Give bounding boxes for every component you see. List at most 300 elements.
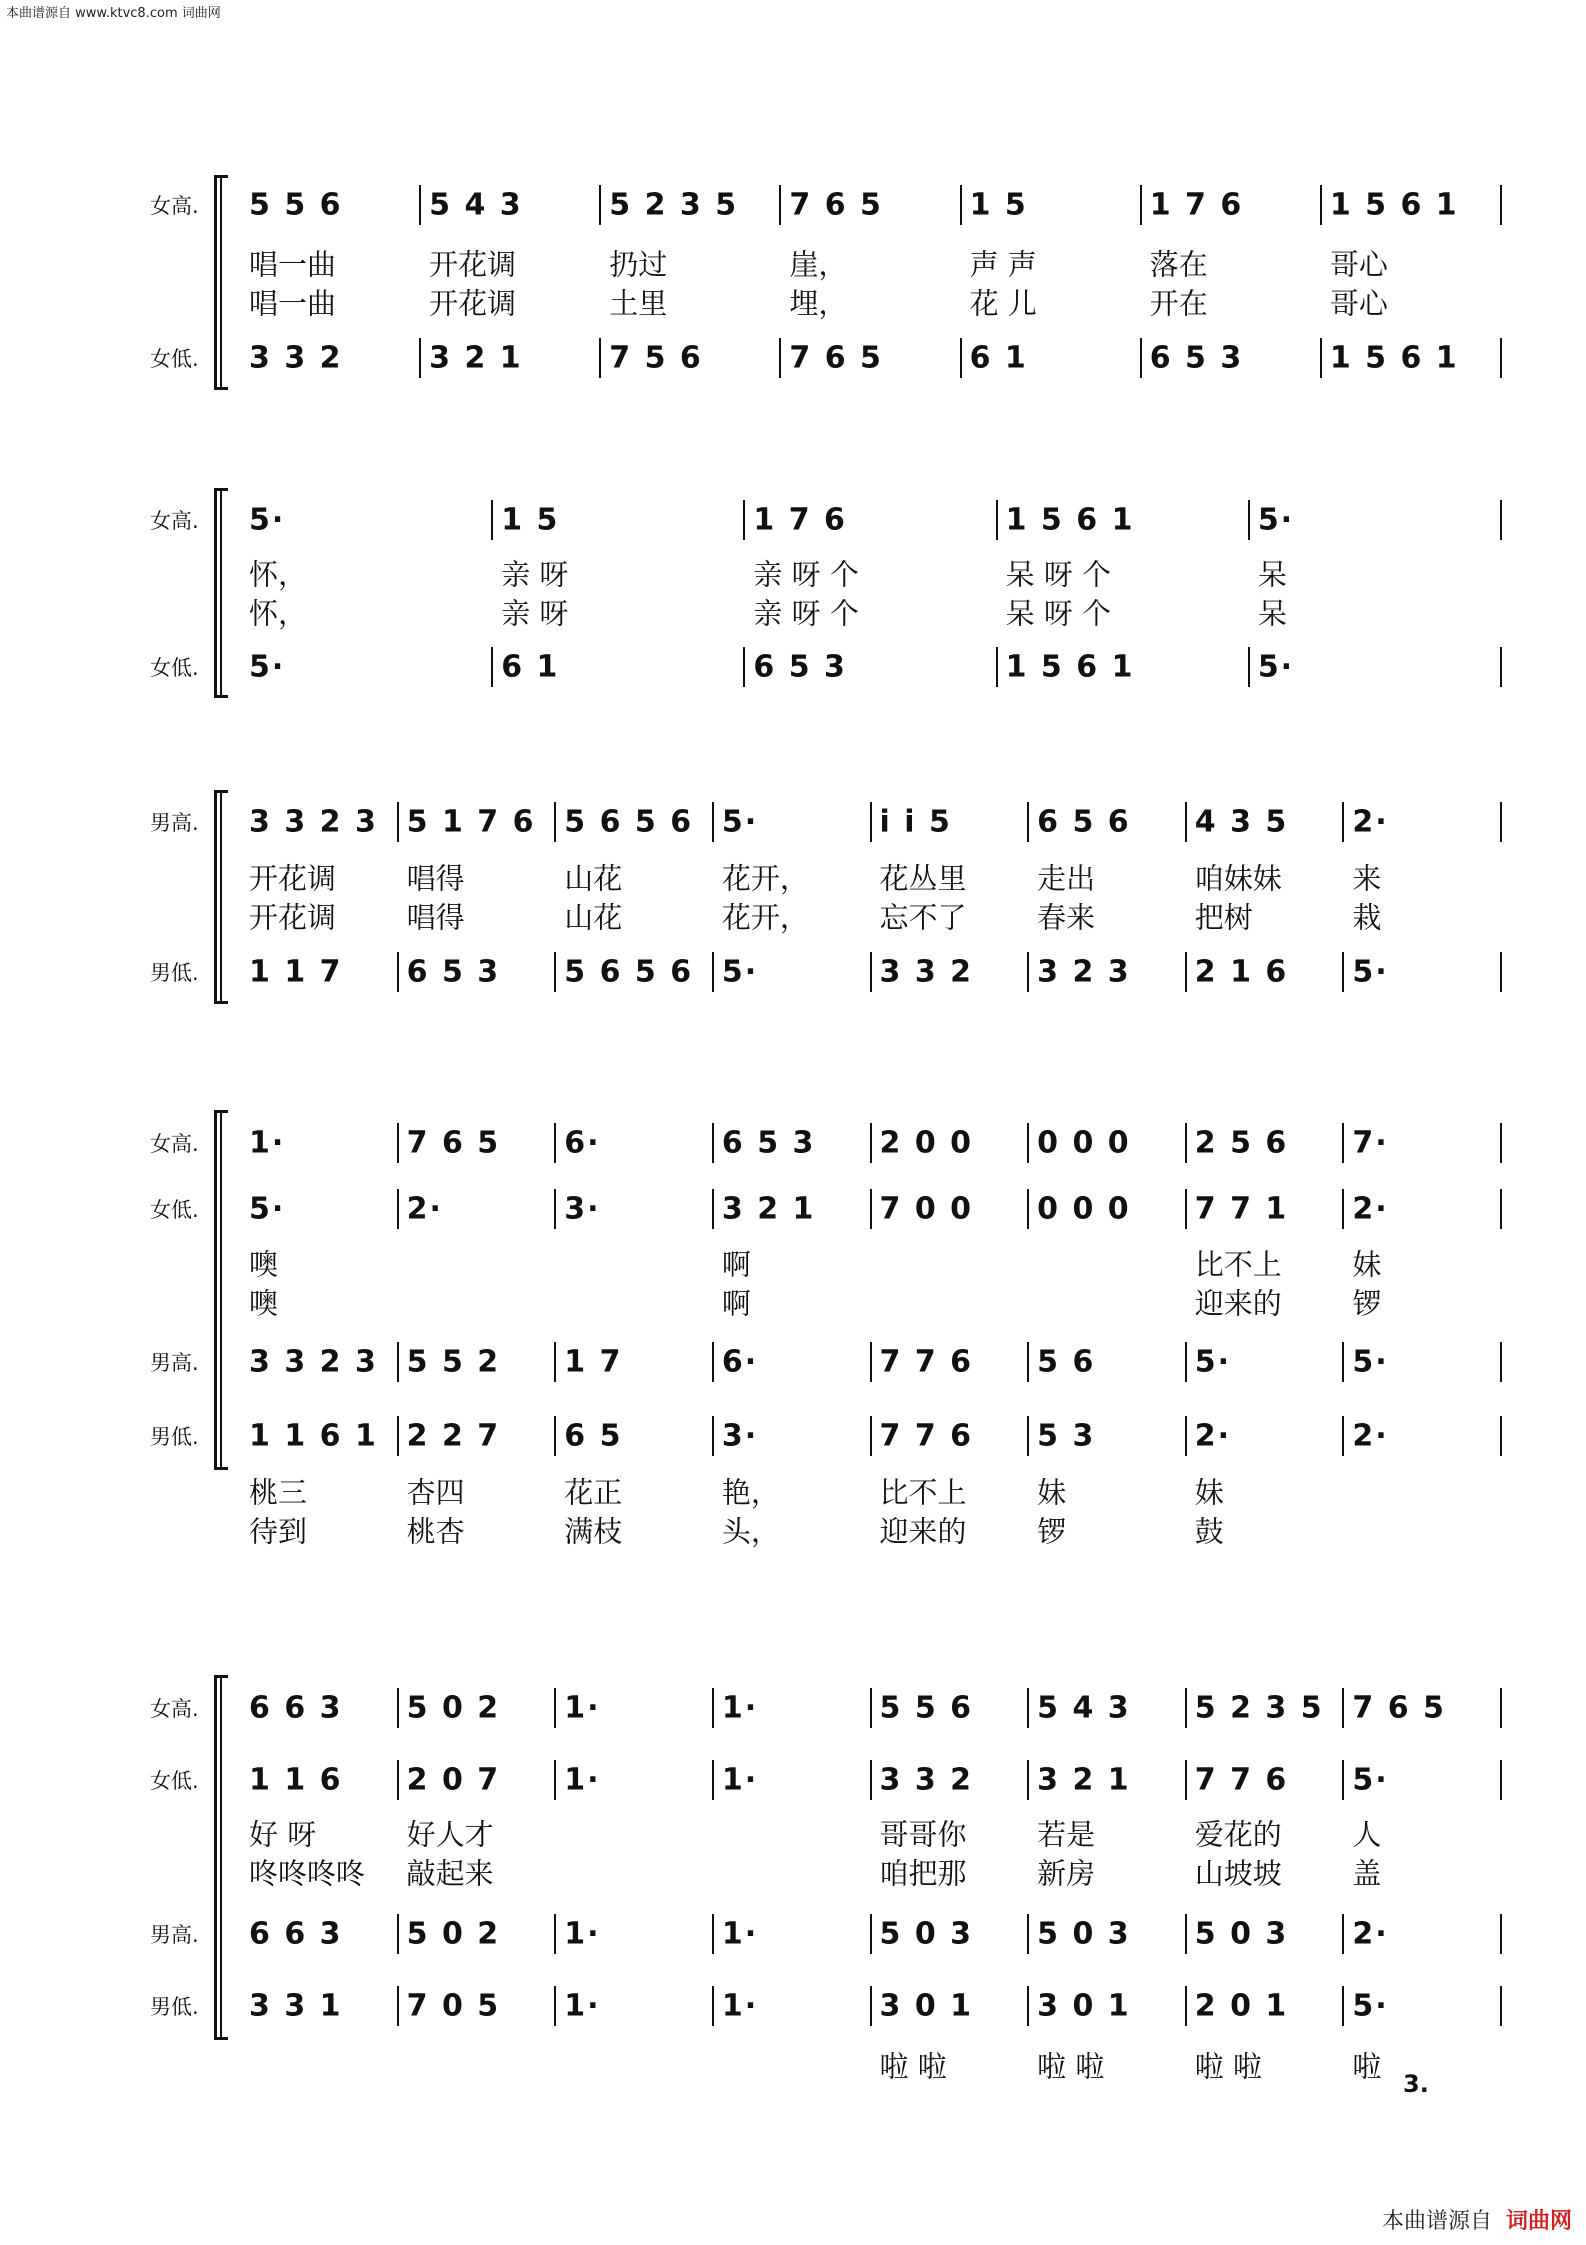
- measure: 3 3 2: [879, 954, 974, 990]
- lyric-measure: 栽: [1352, 900, 1382, 935]
- barline: [1027, 1914, 1029, 1954]
- measure: 6 5 3: [721, 1125, 816, 1161]
- barline: [1140, 185, 1142, 225]
- lyric-measure: 春来: [1037, 900, 1096, 935]
- measure: 5 0 3: [879, 1916, 974, 1952]
- lyric-measure: 怀，: [249, 596, 308, 631]
- measure: 1·: [249, 1125, 286, 1161]
- measure: 7 7 6: [879, 1344, 974, 1380]
- lyric-measure: 好 呀: [249, 1817, 317, 1852]
- barline: [1027, 952, 1029, 992]
- measure: 1·: [564, 1988, 601, 2024]
- barline: [779, 338, 781, 378]
- lyric-measure: 呆 呀 个: [1005, 596, 1112, 631]
- system-bracket: [214, 790, 228, 1004]
- barline: [712, 1416, 714, 1456]
- barline: [397, 1123, 399, 1163]
- measure: 3·: [564, 1191, 601, 1227]
- barline: [712, 952, 714, 992]
- lyric-measure: 花开，: [721, 900, 809, 935]
- measure: 5·: [249, 1191, 286, 1227]
- source-header[interactable]: 本曲谱源自 www.ktvc8.com 词曲网: [6, 6, 221, 21]
- lyric-measure: 啊: [721, 1247, 751, 1282]
- measure: 5·: [721, 804, 759, 840]
- barline: [1320, 185, 1322, 225]
- barline: [712, 1688, 714, 1728]
- barline: [397, 952, 399, 992]
- lyric-measure: 把树: [1194, 900, 1253, 935]
- barline: [712, 1189, 714, 1229]
- note-line: [245, 1126, 1506, 1161]
- lyric-measure: 杏四: [406, 1475, 465, 1510]
- measure: 5·: [1257, 649, 1295, 685]
- lyric-measure: 山坡坡: [1194, 1856, 1282, 1891]
- measure: 5 2 3 5: [1194, 1690, 1324, 1726]
- measure: 6 6 3: [249, 1690, 343, 1726]
- lyric-measure: 哥心: [1329, 247, 1388, 282]
- barline: [960, 338, 962, 378]
- measure: 7 6 5: [789, 187, 883, 223]
- measure: 1·: [721, 1988, 759, 2024]
- voice-label: 女低.: [150, 656, 199, 680]
- lyric-measure: 比不上: [879, 1475, 967, 1510]
- voice-label: 男高.: [150, 811, 199, 835]
- barline: [712, 802, 714, 842]
- system-bracket: [214, 1110, 228, 1470]
- barline: [554, 1342, 556, 1382]
- barline: [996, 647, 998, 687]
- barline: [743, 500, 745, 540]
- barline: [996, 500, 998, 540]
- lyric-measure: 桃杏: [406, 1514, 465, 1549]
- lyric-line: [245, 1471, 1506, 1512]
- measure: 5·: [1257, 502, 1295, 538]
- lyric-measure: 啦: [1352, 2049, 1382, 2084]
- barline: [1342, 1760, 1344, 1800]
- lyric-measure: 噢: [249, 1247, 279, 1282]
- barline: [1342, 1986, 1344, 2026]
- lyric-measure: 怀，: [249, 557, 308, 592]
- barline: [960, 185, 962, 225]
- measure: 3 2 1: [721, 1191, 816, 1227]
- barline: [419, 185, 421, 225]
- lyric-measure: 迎来的: [879, 1514, 967, 1549]
- measure: 6·: [721, 1344, 759, 1380]
- measure: 3 3 2 3: [249, 804, 378, 840]
- barline: [1342, 1416, 1344, 1456]
- barline: [870, 1914, 872, 1954]
- lyric-measure: 哥哥你: [879, 1817, 967, 1852]
- measure: 5 1 7 6: [406, 804, 536, 840]
- measure: 5 6 5 6: [564, 804, 694, 840]
- barline: [554, 802, 556, 842]
- lyric-measure: 埋，: [789, 286, 848, 321]
- measure: 1 5: [501, 502, 560, 538]
- measure: 6 1: [501, 649, 560, 685]
- lyric-measure: 爱花的: [1194, 1817, 1282, 1852]
- barline: [1500, 647, 1502, 687]
- barline: [397, 1688, 399, 1728]
- measure: 3 2 1: [429, 340, 523, 376]
- lyric-line: [245, 553, 1506, 594]
- measure: 4 3 5: [1194, 804, 1289, 840]
- measure: 1·: [721, 1690, 759, 1726]
- measure: 5 2 3 5: [609, 187, 739, 223]
- lyric-measure: 花 儿: [969, 286, 1037, 321]
- measure: 7 0 0: [879, 1191, 974, 1227]
- measure: 3 3 1: [249, 1988, 343, 2024]
- lyric-measure: 头，: [721, 1514, 780, 1549]
- measure: 5 6: [1037, 1344, 1096, 1380]
- system-bracket: [214, 175, 228, 390]
- measure: 6 5: [564, 1418, 623, 1454]
- barline: [743, 647, 745, 687]
- barline: [1500, 1688, 1502, 1728]
- lyric-measure: 咱把那: [879, 1856, 967, 1891]
- lyric-measure: 桃三: [249, 1475, 308, 1510]
- barline: [870, 1688, 872, 1728]
- measure: 1 5 6 1: [1329, 187, 1459, 223]
- measure: 1 7: [564, 1344, 623, 1380]
- measure: 5 0 3: [1037, 1916, 1131, 1952]
- barline: [712, 1914, 714, 1954]
- measure: 3 2 3: [1037, 954, 1131, 990]
- voice-label: 女高.: [150, 509, 199, 533]
- measure: 2·: [1352, 1418, 1389, 1454]
- barline: [1027, 1688, 1029, 1728]
- lyric-measure: 唱得: [406, 900, 465, 935]
- lyric-measure: 啦 啦: [1037, 2049, 1105, 2084]
- lyric-line: [245, 896, 1506, 937]
- barline: [554, 952, 556, 992]
- measure: 2·: [406, 1191, 443, 1227]
- lyric-line: [245, 857, 1506, 898]
- measure: 6 1: [969, 340, 1028, 376]
- lyric-line: [245, 1282, 1506, 1323]
- measure: 6 6 3: [249, 1916, 343, 1952]
- note-line: [245, 1419, 1506, 1454]
- barline: [1320, 338, 1322, 378]
- lyric-line: [245, 2045, 1506, 2086]
- barline: [1185, 1986, 1187, 2026]
- note-line: [245, 188, 1506, 223]
- measure: 7 6 5: [406, 1125, 501, 1161]
- footer-source: 本曲谱源自: [1381, 2209, 1492, 2234]
- barline: [1500, 1760, 1502, 1800]
- barline: [1500, 802, 1502, 842]
- barline: [1027, 1189, 1029, 1229]
- lyric-line: [245, 1852, 1506, 1893]
- note-line: [245, 1763, 1506, 1798]
- lyric-measure: 唱一曲: [249, 247, 337, 282]
- lyric-line: [245, 1510, 1506, 1551]
- measure: 5·: [1194, 1344, 1232, 1380]
- measure: 7 6 5: [789, 340, 883, 376]
- measure: 5 5 2: [406, 1344, 501, 1380]
- lyric-measure: 啊: [721, 1286, 751, 1321]
- lyric-measure: 鼓: [1194, 1514, 1224, 1549]
- measure: 1 7 6: [753, 502, 847, 538]
- note-line: [245, 805, 1506, 840]
- lyric-measure: 亲 呀 个: [753, 596, 859, 631]
- lyric-measure: 艳，: [721, 1475, 780, 1510]
- barline: [1500, 500, 1502, 540]
- lyric-measure: 咱妹妹: [1194, 861, 1282, 896]
- barline: [1185, 1416, 1187, 1456]
- lyric-measure: 花正: [564, 1475, 623, 1510]
- lyric-measure: 咚咚咚咚: [249, 1856, 366, 1891]
- lyric-measure: 盖: [1352, 1856, 1382, 1891]
- page-number: 3.: [1403, 2070, 1429, 2098]
- lyric-measure: 亲 呀: [501, 596, 569, 631]
- barline: [554, 1688, 556, 1728]
- barline: [554, 1760, 556, 1800]
- note-line: [245, 1989, 1506, 2024]
- lyric-measure: 开花调: [249, 861, 337, 896]
- barline: [397, 1986, 399, 2026]
- barline: [1027, 1416, 1029, 1456]
- measure: 5·: [1352, 954, 1389, 990]
- measure: 2 0 1: [1194, 1988, 1289, 2024]
- barline: [712, 1123, 714, 1163]
- measure: 6 5 3: [753, 649, 847, 685]
- barline: [1027, 1986, 1029, 2026]
- barline: [870, 802, 872, 842]
- barline: [397, 802, 399, 842]
- barline: [491, 647, 493, 687]
- system-bracket: [214, 1675, 228, 2040]
- measure: 1 5 6 1: [1005, 649, 1135, 685]
- voice-label: 女低.: [150, 1198, 199, 1222]
- measure: 6 5 3: [1149, 340, 1244, 376]
- measure: 3 3 2 3: [249, 1344, 378, 1380]
- measure: 1 5 6 1: [1005, 502, 1135, 538]
- measure: 1·: [721, 1762, 759, 1798]
- barline: [1500, 1123, 1502, 1163]
- measure: 5·: [1352, 1762, 1389, 1798]
- barline: [397, 1416, 399, 1456]
- barline: [712, 1760, 714, 1800]
- measure: 7·: [1352, 1125, 1389, 1161]
- barline: [1185, 1760, 1187, 1800]
- measure: 2·: [1194, 1418, 1232, 1454]
- barline: [1248, 647, 1250, 687]
- lyric-measure: 待到: [249, 1514, 308, 1549]
- barline: [1342, 802, 1344, 842]
- barline: [1342, 1189, 1344, 1229]
- measure: 5·: [249, 502, 286, 538]
- lyric-measure: 开在: [1149, 286, 1208, 321]
- lyric-measure: 妹: [1037, 1475, 1067, 1510]
- measure: 2 2 7: [406, 1418, 501, 1454]
- barline: [1342, 1914, 1344, 1954]
- barline: [1185, 1688, 1187, 1728]
- barline: [599, 185, 601, 225]
- barline: [554, 1123, 556, 1163]
- barline: [870, 1416, 872, 1456]
- note-line: [245, 1691, 1506, 1726]
- measure: 5·: [1352, 1344, 1389, 1380]
- barline: [1500, 952, 1502, 992]
- lyric-measure: 山花: [564, 861, 623, 896]
- measure: 5 0 2: [406, 1690, 501, 1726]
- barline: [397, 1342, 399, 1382]
- measure: 1 5 6 1: [1329, 340, 1459, 376]
- measure: 7 7 6: [879, 1418, 974, 1454]
- measure: 5 3: [1037, 1418, 1096, 1454]
- barline: [870, 952, 872, 992]
- measure: 5·: [1352, 1988, 1389, 2024]
- voice-label: 男低.: [150, 1995, 199, 2019]
- barline: [397, 1914, 399, 1954]
- lyric-measure: 好人才: [406, 1817, 494, 1852]
- lyric-measure: 迎来的: [1194, 1286, 1282, 1321]
- lyric-measure: 啦 啦: [879, 2049, 947, 2084]
- voice-label: 男高.: [150, 1923, 199, 1947]
- lyric-measure: 噢: [249, 1286, 279, 1321]
- measure: 2·: [1352, 1916, 1389, 1952]
- barline: [1500, 338, 1502, 378]
- lyric-line: [245, 1243, 1506, 1284]
- measure: 5 4 3: [429, 187, 523, 223]
- lyric-measure: 崖，: [789, 247, 848, 282]
- measure: 1·: [564, 1916, 601, 1952]
- barline: [1500, 1986, 1502, 2026]
- lyric-measure: 走出: [1037, 861, 1096, 896]
- lyric-measure: 妹: [1194, 1475, 1224, 1510]
- barline: [1185, 1123, 1187, 1163]
- barline: [554, 1986, 556, 2026]
- system-bracket: [214, 488, 228, 698]
- note-line: [245, 1345, 1506, 1380]
- lyric-line: [245, 243, 1506, 284]
- barline: [1185, 1914, 1187, 1954]
- barline: [1248, 500, 1250, 540]
- barline: [1027, 802, 1029, 842]
- measure: 1 1 6: [249, 1762, 343, 1798]
- barline: [1342, 1688, 1344, 1728]
- barline: [1185, 1342, 1187, 1382]
- barline: [1500, 1189, 1502, 1229]
- lyric-measure: 若是: [1037, 1817, 1096, 1852]
- lyric-measure: 新房: [1037, 1856, 1096, 1891]
- barline: [1140, 338, 1142, 378]
- voice-label: 男高.: [150, 1351, 199, 1375]
- lyric-measure: 山花: [564, 900, 623, 935]
- lyric-measure: 花开，: [721, 861, 809, 896]
- note-line: [245, 1192, 1506, 1227]
- voice-label: 女高.: [150, 1697, 199, 1721]
- measure: 2·: [1352, 804, 1389, 840]
- lyric-line: [245, 1813, 1506, 1854]
- note-line: [245, 341, 1506, 376]
- lyric-line: [245, 592, 1506, 633]
- measure: 7 7 6: [1194, 1762, 1289, 1798]
- lyric-measure: 亲 呀: [501, 557, 569, 592]
- measure: 0 0 0: [1037, 1191, 1131, 1227]
- lyric-measure: 啦 啦: [1194, 2049, 1262, 2084]
- measure: 1 1 6 1: [249, 1418, 378, 1454]
- note-line: [245, 1917, 1506, 1952]
- lyric-measure: 人: [1352, 1817, 1382, 1852]
- measure: 6 5 6: [1037, 804, 1131, 840]
- barline: [712, 1342, 714, 1382]
- barline: [870, 1986, 872, 2026]
- lyric-measure: 土里: [609, 286, 668, 321]
- note-line: [245, 955, 1506, 990]
- voice-label: 女低.: [150, 1769, 199, 1793]
- measure: 2 5 6: [1194, 1125, 1289, 1161]
- measure: 3 3 2: [879, 1762, 974, 1798]
- barline: [1342, 1123, 1344, 1163]
- measure: 3·: [721, 1418, 759, 1454]
- measure: 1·: [721, 1916, 759, 1952]
- barline: [1342, 952, 1344, 992]
- barline: [779, 185, 781, 225]
- footer: [1382, 2204, 1572, 2235]
- measure: 5 0 3: [1194, 1916, 1289, 1952]
- barline: [554, 1914, 556, 1954]
- lyric-measure: 亲 呀 个: [753, 557, 859, 592]
- lyric-measure: 声 声: [969, 247, 1037, 282]
- measure: 1 5: [969, 187, 1028, 223]
- voice-label: 男低.: [150, 1425, 199, 1449]
- lyric-measure: 开花调: [249, 900, 337, 935]
- footer-site-logo[interactable]: 词曲网: [1505, 2209, 1572, 2234]
- lyric-measure: 唱一曲: [249, 286, 337, 321]
- lyric-measure: 扔过: [609, 247, 668, 282]
- barline: [1500, 1416, 1502, 1456]
- voice-label: 女低.: [150, 347, 199, 371]
- barline: [554, 1416, 556, 1456]
- measure: 3 0 1: [1037, 1988, 1131, 2024]
- lyric-measure: 开花调: [429, 247, 517, 282]
- barline: [1027, 1342, 1029, 1382]
- measure: 3 2 1: [1037, 1762, 1131, 1798]
- lyric-measure: 花丛里: [879, 861, 967, 896]
- barline: [1500, 1342, 1502, 1382]
- measure: 5 4 3: [1037, 1690, 1131, 1726]
- measure: 1·: [564, 1762, 601, 1798]
- lyric-measure: 呆 呀 个: [1005, 557, 1112, 592]
- lyric-measure: 满枝: [564, 1514, 623, 1549]
- measure: 0 0 0: [1037, 1125, 1131, 1161]
- measure: 2 0 0: [879, 1125, 974, 1161]
- barline: [1185, 1189, 1187, 1229]
- measure: 2·: [1352, 1191, 1389, 1227]
- measure: 7 6 5: [1352, 1690, 1446, 1726]
- measure: 3 3 2: [249, 340, 343, 376]
- measure: 5 5 6: [249, 187, 343, 223]
- lyric-measure: 锣: [1352, 1286, 1382, 1321]
- barline: [1342, 1342, 1344, 1382]
- measure: i i 5: [879, 804, 952, 840]
- measure: 7 7 1: [1194, 1191, 1289, 1227]
- measure: 5·: [249, 649, 286, 685]
- barline: [1027, 1123, 1029, 1163]
- lyric-measure: 呆: [1257, 596, 1287, 631]
- lyric-measure: 比不上: [1194, 1247, 1282, 1282]
- lyric-measure: 锣: [1037, 1514, 1067, 1549]
- barline: [712, 1986, 714, 2026]
- measure: 7 0 5: [406, 1988, 501, 2024]
- voice-label: 女高.: [150, 194, 199, 218]
- lyric-measure: 忘不了: [879, 900, 967, 935]
- barline: [870, 1123, 872, 1163]
- barline: [1500, 1914, 1502, 1954]
- measure: 5 6 5 6: [564, 954, 694, 990]
- lyric-measure: 落在: [1149, 247, 1208, 282]
